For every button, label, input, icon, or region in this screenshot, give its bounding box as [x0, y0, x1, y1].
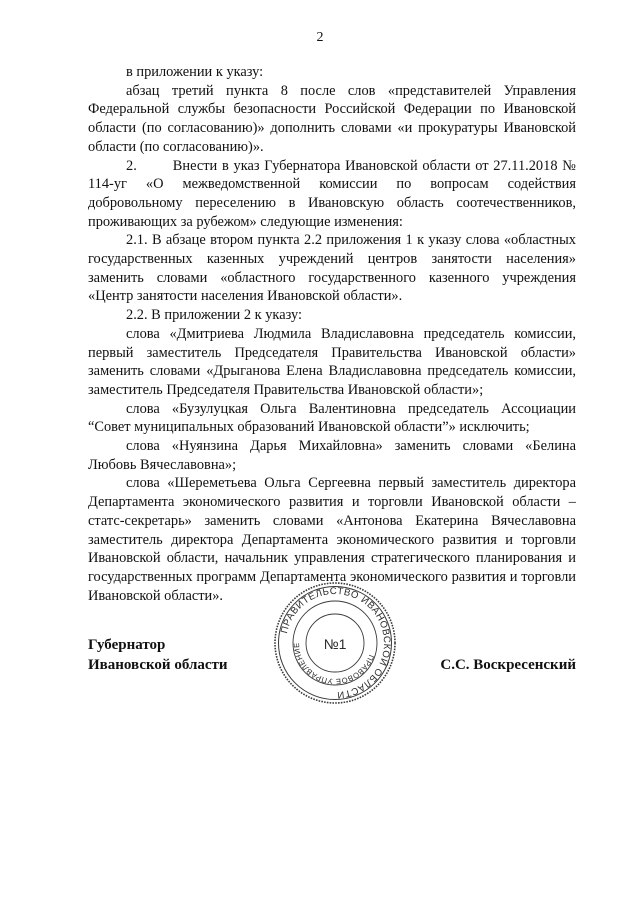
paragraph: абзац третий пункта 8 после слов «представителей Управления Федеральной службы безопасности Российской Федерации по Ивановской области (по согласованию)» дополнить словами «и прокуратуры Ивановской области (по согласованию)». — [88, 82, 576, 155]
seal-ring-text: ПРАВИТЕЛЬСТВО ИВАНОВСКОЙ ОБЛАСТИ — [278, 585, 393, 701]
seal-center-text: №1 — [323, 636, 347, 652]
item-number: 2. — [126, 157, 137, 174]
document-body — [88, 63, 576, 605]
signatory-name: С.С. Воскресенский — [440, 657, 576, 673]
paragraph-item-2 — [88, 157, 576, 232]
signatory-title-line2: Ивановской области — [88, 657, 228, 673]
signatory-title-line1: Губернатор — [88, 637, 166, 653]
paragraph: слова «Нуянзина Дарья Михайловна» заменить словами «Белина Любовь Вячеславовна»; — [88, 438, 576, 473]
official-seal-icon — [272, 580, 398, 706]
seal-inner-text: ПРАВОВОЕ УПРАВЛЕНИЕ — [291, 642, 376, 687]
paragraph: слова «Шереметьева Ольга Сергеевна первый заместитель директора Департамента экономического развития и торговли Ивановской области – статс-секретарь» заменить словами «Антонова Екатерина Вячеславовна заместитель директора Департамента экономического развития и торговли Ивановской области, начальник управления стратегического планирования и государственных программ Департамента экономического развития и торговли Ивановской области». — [88, 475, 576, 604]
paragraph: слова «Бузулуцкая Ольга Валентиновна председатель Ассоциации “Совет муниципальных образований Ивановской области”» исключить; — [88, 400, 576, 436]
page-number: 2 — [316, 30, 324, 45]
paragraph: слова «Дмитриева Людмила Владиславовна председатель комиссии, первый заместитель Председателя Правительства Ивановской области» заменить словами «Дрыганова Елена Владиславовна председатель комиссии, заместитель Председателя Правительства Ивановской области»; — [88, 325, 576, 398]
paragraph: 2.1. В абзаце втором пункта 2.2 приложения 1 к указу слова «областных государственных казенных учреждений центров занятости населения» заменить словами «областного государственного казенного учреждения «Центр занятости населения Ивановской области». — [88, 232, 576, 305]
paragraph: в приложении к указу: — [126, 64, 264, 80]
item-text: Внести в указ Губернатора Ивановской области от 27.11.2018 № 114-уг «О межведомственной комиссии по вопросам содействия добровольному переселению в Ивановскую область соотечественников, проживающих за рубежом» следующие изменения: — [88, 157, 576, 230]
signatory-title — [88, 635, 228, 675]
paragraph: 2.2. В приложении 2 к указу: — [126, 307, 302, 324]
